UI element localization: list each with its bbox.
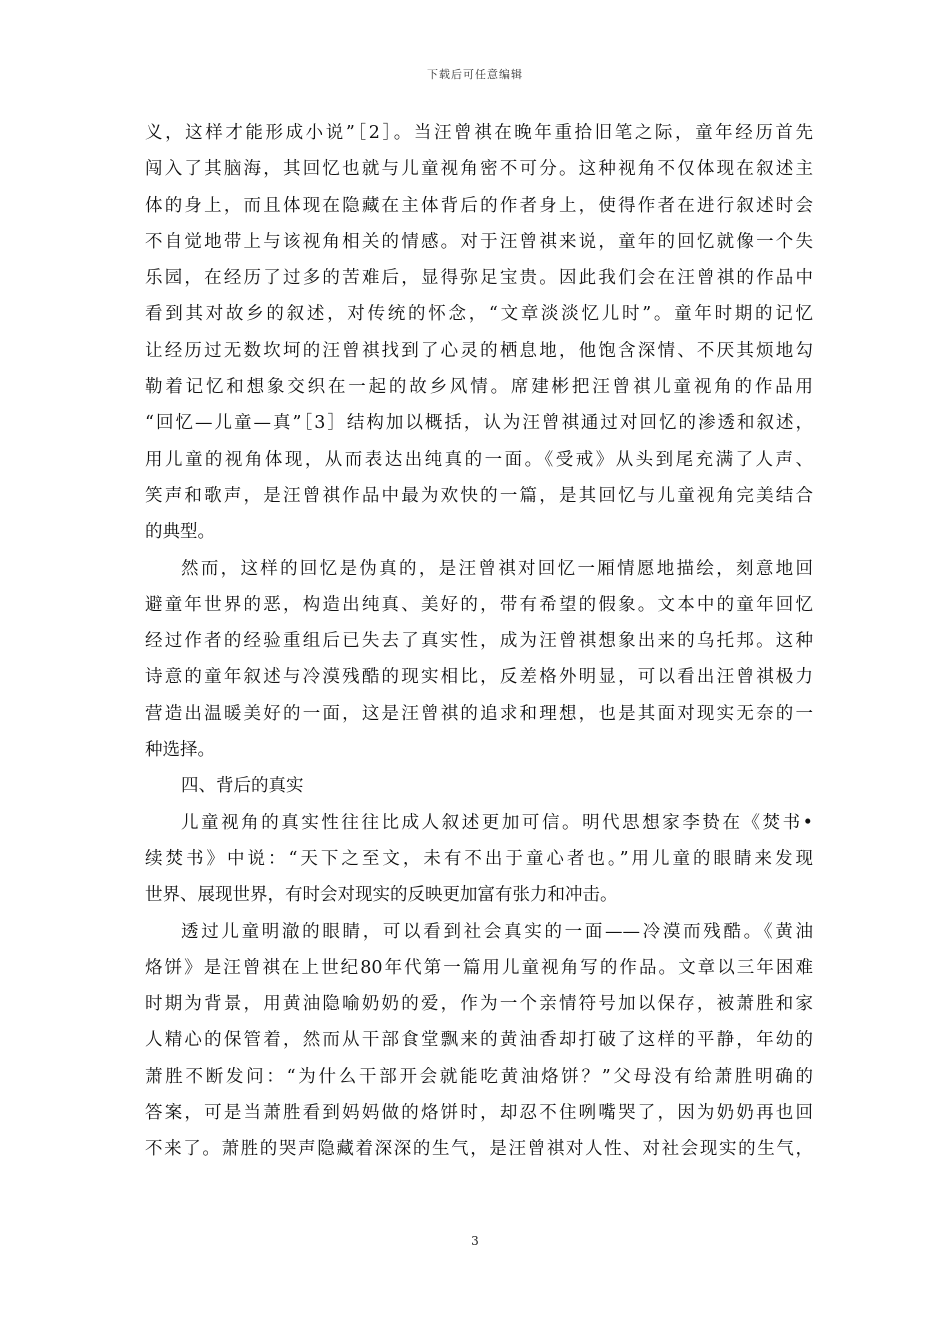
text-line: 的典型。 bbox=[145, 522, 215, 543]
text-line: 诗意的童年叙述与冷漠残酷的现实相比，反差格外明显，可以看出汪曾祺极力 bbox=[145, 667, 813, 688]
text-line: 世界、展现世界，有时会对现实的反映更加富有张力和冲击。 bbox=[145, 885, 618, 906]
text-line: 经过作者的经验重组后已失去了真实性，成为汪曾祺想象出来的乌托邦。这种 bbox=[145, 631, 813, 652]
text-line: 看到其对故乡的叙述，对传统的怀念，“文章淡淡忆儿时”。童年时期的记忆 bbox=[145, 304, 813, 325]
text-line: “回忆—儿童—真”［3］结构加以概括，认为汪曾祺通过对回忆的渗透和叙述， bbox=[145, 413, 813, 434]
text-line: 烙饼》是汪曾祺在上世纪80年代第一篇用儿童视角写的作品。文章以三年困难 bbox=[145, 957, 813, 978]
text-line: 种选择。 bbox=[145, 740, 215, 761]
text-line: 乐园，在经历了过多的苦难后，显得弥足宝贵。因此我们会在汪曾祺的作品中 bbox=[145, 268, 813, 289]
text-line: 萧胜不断发问：“为什么干部开会就能吃黄油烙饼？”父母没有给萧胜明确的 bbox=[145, 1066, 813, 1087]
text-line: 儿童视角的真实性往往比成人叙述更加可信。明代思想家李贽在《焚书• bbox=[181, 812, 813, 833]
text-line: 勒着记忆和想象交织在一起的故乡风情。席建彬把汪曾祺儿童视角的作品用 bbox=[145, 377, 813, 398]
text-line: 续焚书》中说：“天下之至文，未有不出于童心者也。”用儿童的眼睛来发现 bbox=[145, 848, 813, 869]
document-body bbox=[145, 115, 813, 1168]
text-line: 不来了。萧胜的哭声隐藏着深深的生气，是汪曾祺对人性、对社会现实的生气， bbox=[145, 1139, 813, 1160]
text-line: 义，这样才能形成小说”［2］。当汪曾祺在晚年重拾旧笔之际，童年经历首先 bbox=[145, 123, 813, 143]
text-line: 营造出温暖美好的一面，这是汪曾祺的追求和理想，也是其面对现实无奈的一 bbox=[145, 703, 813, 724]
text-line: 然而，这样的回忆是伪真的，是汪曾祺对回忆一厢情愿地描绘，刻意地回 bbox=[181, 558, 813, 579]
text-line: 让经历过无数坎坷的汪曾祺找到了心灵的栖息地，他饱含深情、不厌其烦地勾 bbox=[145, 340, 813, 361]
text-line: 闯入了其脑海，其回忆也就与儿童视角密不可分。这种视角不仅体现在叙述主 bbox=[145, 159, 813, 180]
text-line: 笑声和歌声，是汪曾祺作品中最为欢快的一篇，是其回忆与儿童视角完美结合 bbox=[145, 485, 813, 506]
text-line: 用儿童的视角体现，从而表达出纯真的一面。《受戒》从头到尾充满了人声、 bbox=[145, 449, 813, 470]
text-line: 时期为背景，用黄油隐喻奶奶的爱，作为一个亲情符号加以保存，被萧胜和家 bbox=[145, 994, 813, 1015]
page-header: 下载后可任意编辑 bbox=[427, 68, 523, 81]
section-heading: 四、背后的真实 bbox=[181, 776, 304, 797]
text-line: 透过儿童明澈的眼睛，可以看到社会真实的一面——冷漠而残酷。《黄油 bbox=[181, 921, 813, 942]
text-line: 人精心的保管着，然而从干部食堂飘来的黄油香却打破了这样的平静，年幼的 bbox=[145, 1030, 813, 1051]
text-line: 答案，可是当萧胜看到妈妈做的烙饼时，却忍不住咧嘴哭了，因为奶奶再也回 bbox=[145, 1103, 813, 1124]
text-line: 体的身上，而且体现在隐藏在主体背后的作者身上，使得作者在进行叙述时会 bbox=[145, 195, 813, 216]
text-line: 不自觉地带上与该视角相关的情感。对于汪曾祺来说，童年的回忆就像一个失 bbox=[145, 231, 813, 252]
page-number: 3 bbox=[471, 1234, 479, 1248]
text-line: 避童年世界的恶，构造出纯真、美好的，带有希望的假象。文本中的童年回忆 bbox=[145, 594, 813, 615]
